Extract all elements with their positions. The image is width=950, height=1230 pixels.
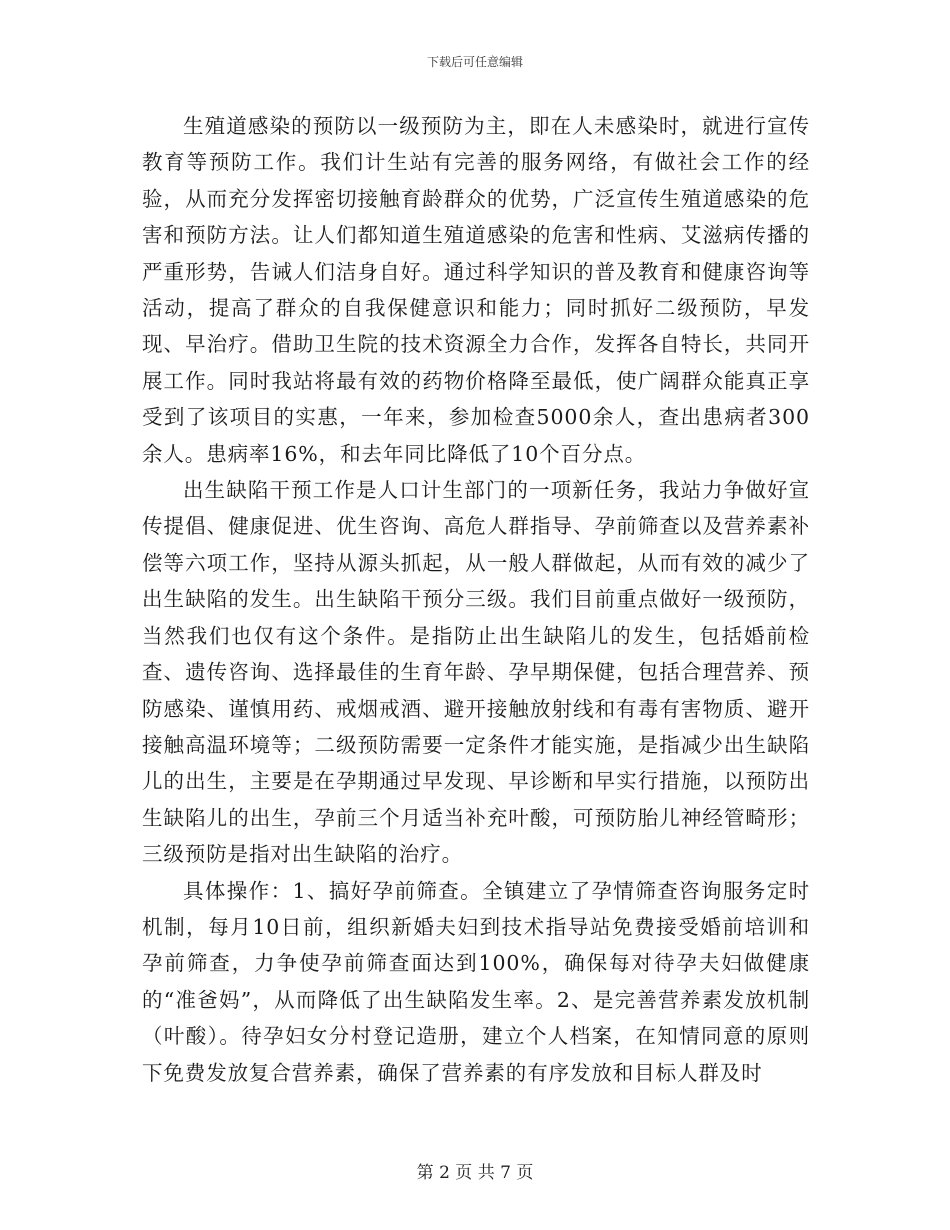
page-number-footer: 第 2 页 共 7 页 (416, 1163, 534, 1183)
paragraph-rti-prevention: 生殖道感染的预防以一级预防为主，即在人未感染时，就进行宣传教育等预防工作。我们计生站有完善的服务网络，有做社会工作的经验，从而充分发挥密切接触育龄群众的优势，广泛宣传生殖道感染的危害和预防方法。让人们都知道生殖道感染的危害和性病、艾滋病传播的严重形势，告诫人们洁身自好。通过科学知识的普及教育和健康咨询等活动，提高了群众的自我保健意识和能力；同时抓好二级预防，早发现、早治疗。借助卫生院的技术资源全力合作，发挥各自特长，共同开展工作。同时我站将最有效的药物价格降至最低，使广阔群众能真正享受到了该项目的实惠，一年来，参加检查5000余人，查出患病者300余人。患病率16%，和去年同比降低了10个百分点。 (142, 114, 810, 466)
document-body (142, 108, 810, 1091)
paragraph-specific-operations: 具体操作：1、搞好孕前筛查。全镇建立了孕情筛查咨询服务定时机制，每月10日前，组织新婚夫妇到技术指导站免费接受婚前培训和孕前筛查，力争使孕前筛查面达到100%，确保每对待孕夫妇做健康的“准爸妈”，从而降低了出生缺陷发生率。2、是完善营养素发放机制（叶酸）。待孕妇女分村登记造册，建立个人档案，在知情同意的原则下免费发放复合营养素，确保了营养素的有序发放和目标人群及时 (142, 878, 810, 1085)
paragraph-birth-defect-intervention: 出生缺陷干预工作是人口计生部门的一项新任务，我站力争做好宣传提倡、健康促进、优生咨询、高危人群指导、孕前筛查以及营养素补偿等六项工作，坚持从源头抓起，从一般人群做起，从而有效的减少了出生缺陷的发生。出生缺陷干预分三级。我们目前重点做好一级预防，当然我们也仅有这个条件。是指防止出生缺陷儿的发生，包括婚前检查、遗传咨询、选择最佳的生育年龄、孕早期保健，包括合理营养、预防感染、谨慎用药、戒烟戒酒、避开接触放射线和有毒有害物质、避开接触高温环境等；二级预防需要一定条件才能实施，是指减少出生缺陷儿的出生，主要是在孕期通过早发现、早诊断和早实行措施，以预防出生缺陷儿的出生，孕前三个月适当补充叶酸，可预防胎儿神经管畸形；三级预防是指对出生缺陷的治疗。 (142, 478, 810, 867)
page-header-note: 下载后可任意编辑 (426, 55, 523, 69)
